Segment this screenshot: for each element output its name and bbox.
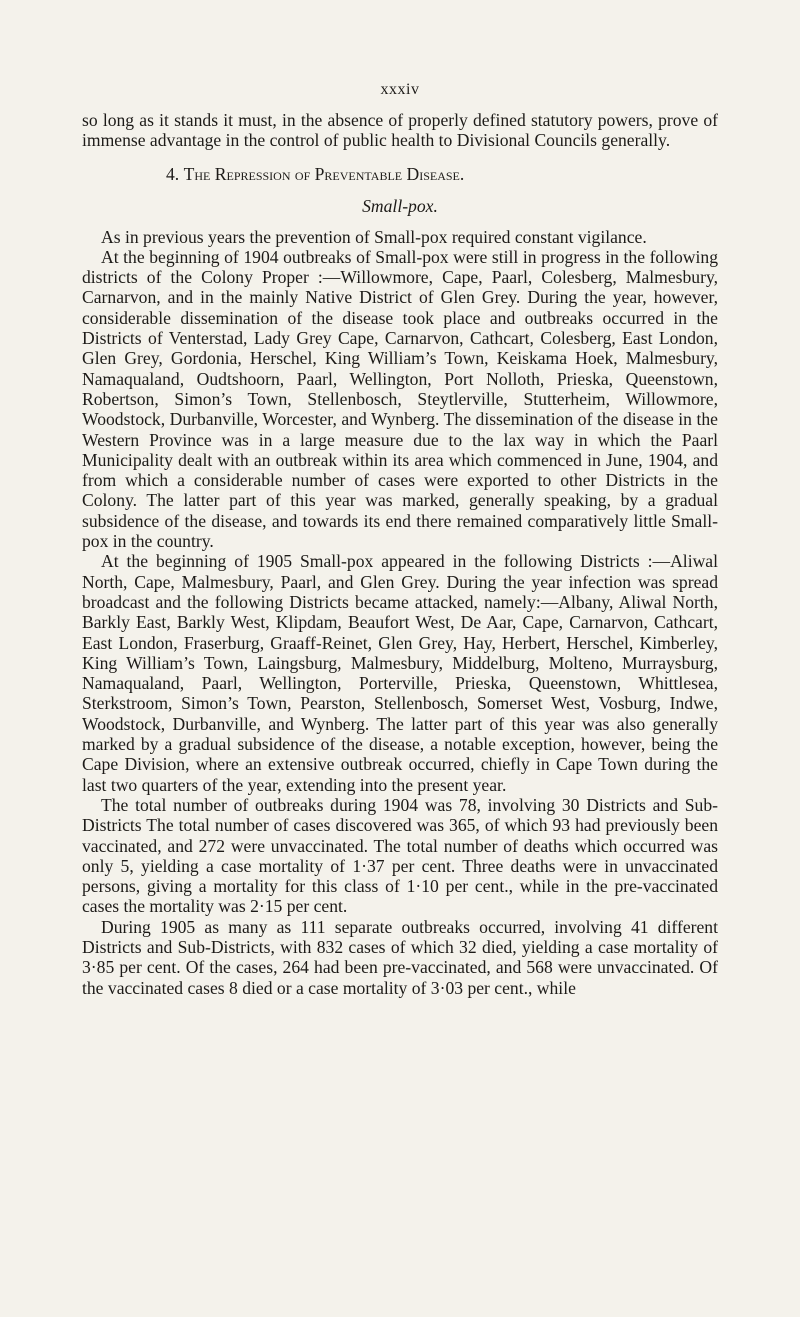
paragraph-1905-statistics: During 1905 as many as 111 separate outbreaks occurred, involving 41 different Districts and Sub-Districts, with 832 cases of which 32 died, yielding a case mortality of 3·85 per cent. Of the cases, 264 had been pre-vaccinated, and 568 were unvaccinated. Of the vaccinated cases 8 died or a case mortality of 3·03 per cent., while (82, 916, 718, 998)
continuation-paragraph: so long as it stands it must, in the absence of properly defined statutory powers, prove of immense advantage in the control of public health to Divisional Councils generally. (82, 110, 718, 151)
paragraph-intro: As in previous years the prevention of Small-pox required constant vigilance. (101, 226, 647, 247)
section-title: The Repression of Preventable Disease. (183, 163, 465, 184)
paragraph-1905-outbreaks: At the beginning of 1905 Small-pox appeared in the following Districts :—Aliwal North, Cape, Malmesbury, Paarl, and Glen Grey. During the year infection was spread broadcast and the following Districts became attacked, namely:—Albany, Aliwal North, Barkly East, Barkly West, Klipdam, Beaufort West, De Aar, Cape, Carnarvon, Cathcart, East London, Fraserburg, Graaff-Reinet, Glen Grey, Hay, Herbert, Herschel, Kimberley, King William’s Town, Laingsburg, Malmesbury, Middelburg, Molteno, Murraysburg, Namaqualand, Paarl, Wellington, Porterville, Prieska, Queenstown, Whittlesea, Sterkstroom, Simon’s Town, Pearston, Stellenbosch, Somerset West, Vosburg, Indwe, Woodstock, Durbanville, and Wynberg. The latter part of this year was also generally marked by a gradual subsidence of the disease, a notable exception, however, being the Cape Division, where an extensive outbreak occurred, chiefly in Cape Town during the last two quarters of the year, extending into the present year. (82, 551, 718, 795)
paragraph-1904-statistics: The total number of outbreaks during 1904 was 78, involving 30 Districts and Sub-Districts The total number of cases discovered was 365, of which 93 had previously been vaccinated, and 272 were unvaccinated. The total number of deaths which occurred was only 5, yielding a case mortality of 1·37 per cent. Three deaths were in unvaccinated persons, giving a mortality for this class of 1·10 per cent., while in the pre-vaccinated cases the mortality was 2·15 per cent. (82, 794, 718, 917)
subsection-heading: Small-pox. (362, 195, 438, 216)
section-heading (82, 163, 718, 185)
paragraph-1904-outbreaks: At the beginning of 1904 outbreaks of Small-pox were still in progress in the following districts of the Colony Proper :—Willowmore, Cape, Paarl, Colesberg, Malmesbury, Carnarvon, and in the mainly Native District of Glen Grey. During the year, however, considerable dissemination of the disease took place and outbreaks occurred in the Districts of Venterstad, Lady Grey Cape, Carnarvon, Cathcart, Colesberg, East London, Glen Grey, Gordonia, Herschel, King William’s Town, Keiskama Hoek, Malmesbury, Namaqualand, Oudtshoorn, Paarl, Wellington, Port Nolloth, Prieska, Queenstown, Robertson, Simon’s Town, Stellenbosch, Steytlerville, Stutterheim, Willowmore, Woodstock, Durbanville, Worcester, and Wynberg. The dissemination of the disease in the Western Province was in a large measure due to the lax way in which the Paarl Municipality dealt with an outbreak within its area which commenced in June, 1904, and from which a considerable number of cases were exported to other Districts in the Colony. The latter part of this year was marked, generally speaking, by a gradual subsidence of the disease, and towards its end there remained comparatively little Small-pox in the country. (82, 246, 718, 552)
section-number: 4. (166, 163, 180, 184)
body-text (82, 110, 718, 998)
page-number: xxxiv (380, 81, 420, 98)
